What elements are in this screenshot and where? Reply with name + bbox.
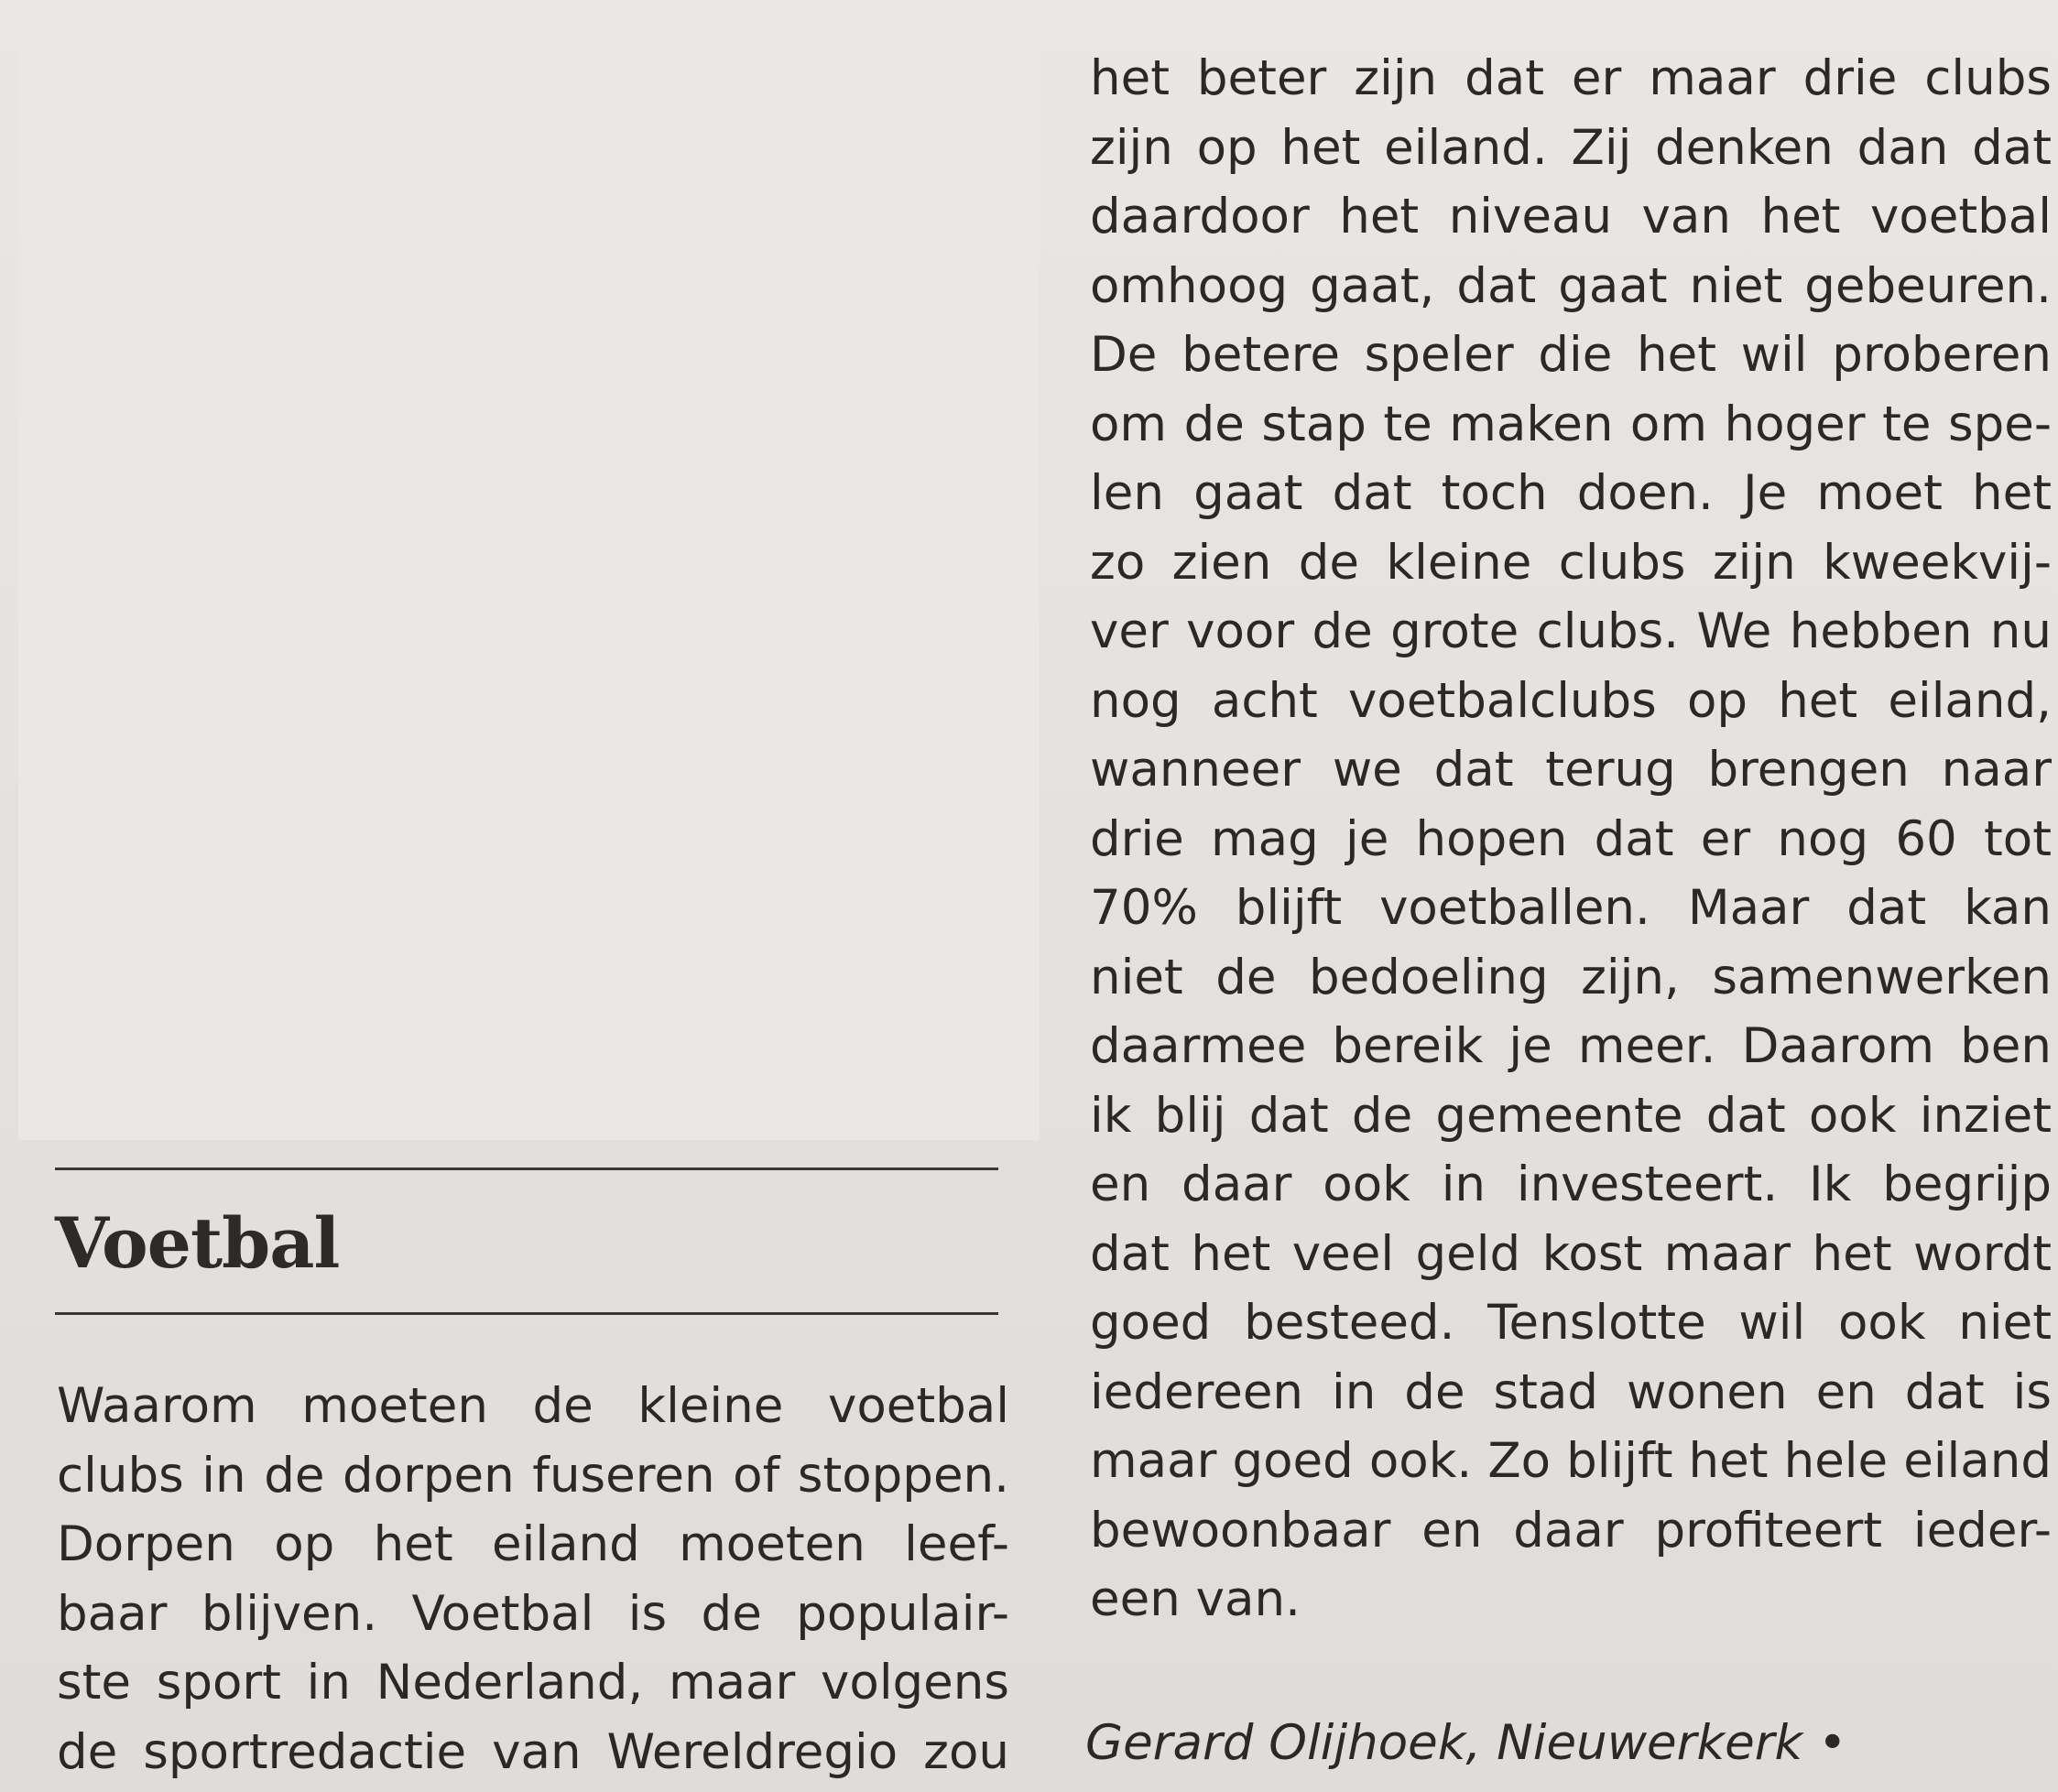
text-line: maar goed ook. Zo blijft het hele eiland (1090, 1433, 2052, 1489)
text-line: goed besteed. Tenslotte wil ook niet (1090, 1295, 2052, 1351)
text-line: ik blij dat de gemeente dat ook inziet (1090, 1087, 2052, 1144)
article-column-right (1090, 44, 2052, 1635)
article-column-left (57, 1372, 1009, 1787)
text-line: ver voor de grote clubs. We hebben nu (1090, 603, 2052, 659)
text-line: De betere speler die het wil proberen (1090, 327, 2052, 383)
text-line: niet de bedoeling zijn, samenwerken (1090, 949, 2052, 1005)
text-line: omhoog gaat, dat gaat niet gebeuren. (1090, 257, 2052, 314)
text-line: Waarom moeten de kleine voetbal (57, 1378, 1009, 1434)
text-line: nog acht voetbalclubs op het eiland, (1090, 672, 2052, 729)
text-line: daarmee bereik je meer. Daarom ben (1090, 1018, 2052, 1074)
text-line: len gaat dat toch doen. Je moet het (1090, 465, 2052, 521)
text-line: zijn op het eiland. Zij denken dan dat (1090, 119, 2052, 176)
text-line: 70% blijft voetballen. Maar dat kan (1090, 880, 2052, 936)
heading-rule-top (55, 1168, 998, 1170)
blank-photo-area (18, 0, 1040, 1140)
text-line: iedereen in de stad wonen en dat is (1090, 1363, 2052, 1420)
text-line: een van. (1090, 1571, 1301, 1627)
text-line: ste sport in Nederland, maar volgens (57, 1655, 1009, 1711)
text-line: drie mag je hopen dat er nog 60 tot (1090, 810, 2052, 867)
text-line: dat het veel geld kost maar het wordt (1090, 1225, 2052, 1282)
text-line: het beter zijn dat er maar drie clubs (1090, 50, 2052, 106)
text-line: wanneer we dat terug brengen naar (1090, 742, 2052, 798)
heading-rule-bottom (55, 1312, 998, 1315)
text-line: clubs in de dorpen fuseren of stoppen. (57, 1447, 1009, 1504)
text-line: bewoonbaar en daar profiteert ieder- (1090, 1502, 2052, 1558)
text-line: de sportredactie van Wereldregio zou (57, 1723, 1009, 1780)
author-signature: Gerard Olijhoek, Nieuwerkerk • (1085, 1715, 1847, 1771)
text-line: zo zien de kleine clubs zijn kweekvij- (1090, 534, 2052, 591)
text-line: baar blijven. Voetbal is de populair- (57, 1585, 1009, 1642)
text-line: en daar ook in investeert. Ik begrijp (1090, 1157, 2052, 1212)
text-line: Dorpen op het eiland moeten leef- (57, 1516, 1009, 1572)
section-heading: Voetbal (55, 1202, 340, 1284)
text-line: daardoor het niveau van het voetbal (1090, 189, 2052, 244)
text-line: om de stap te maken om hoger te spe- (1090, 396, 2052, 452)
